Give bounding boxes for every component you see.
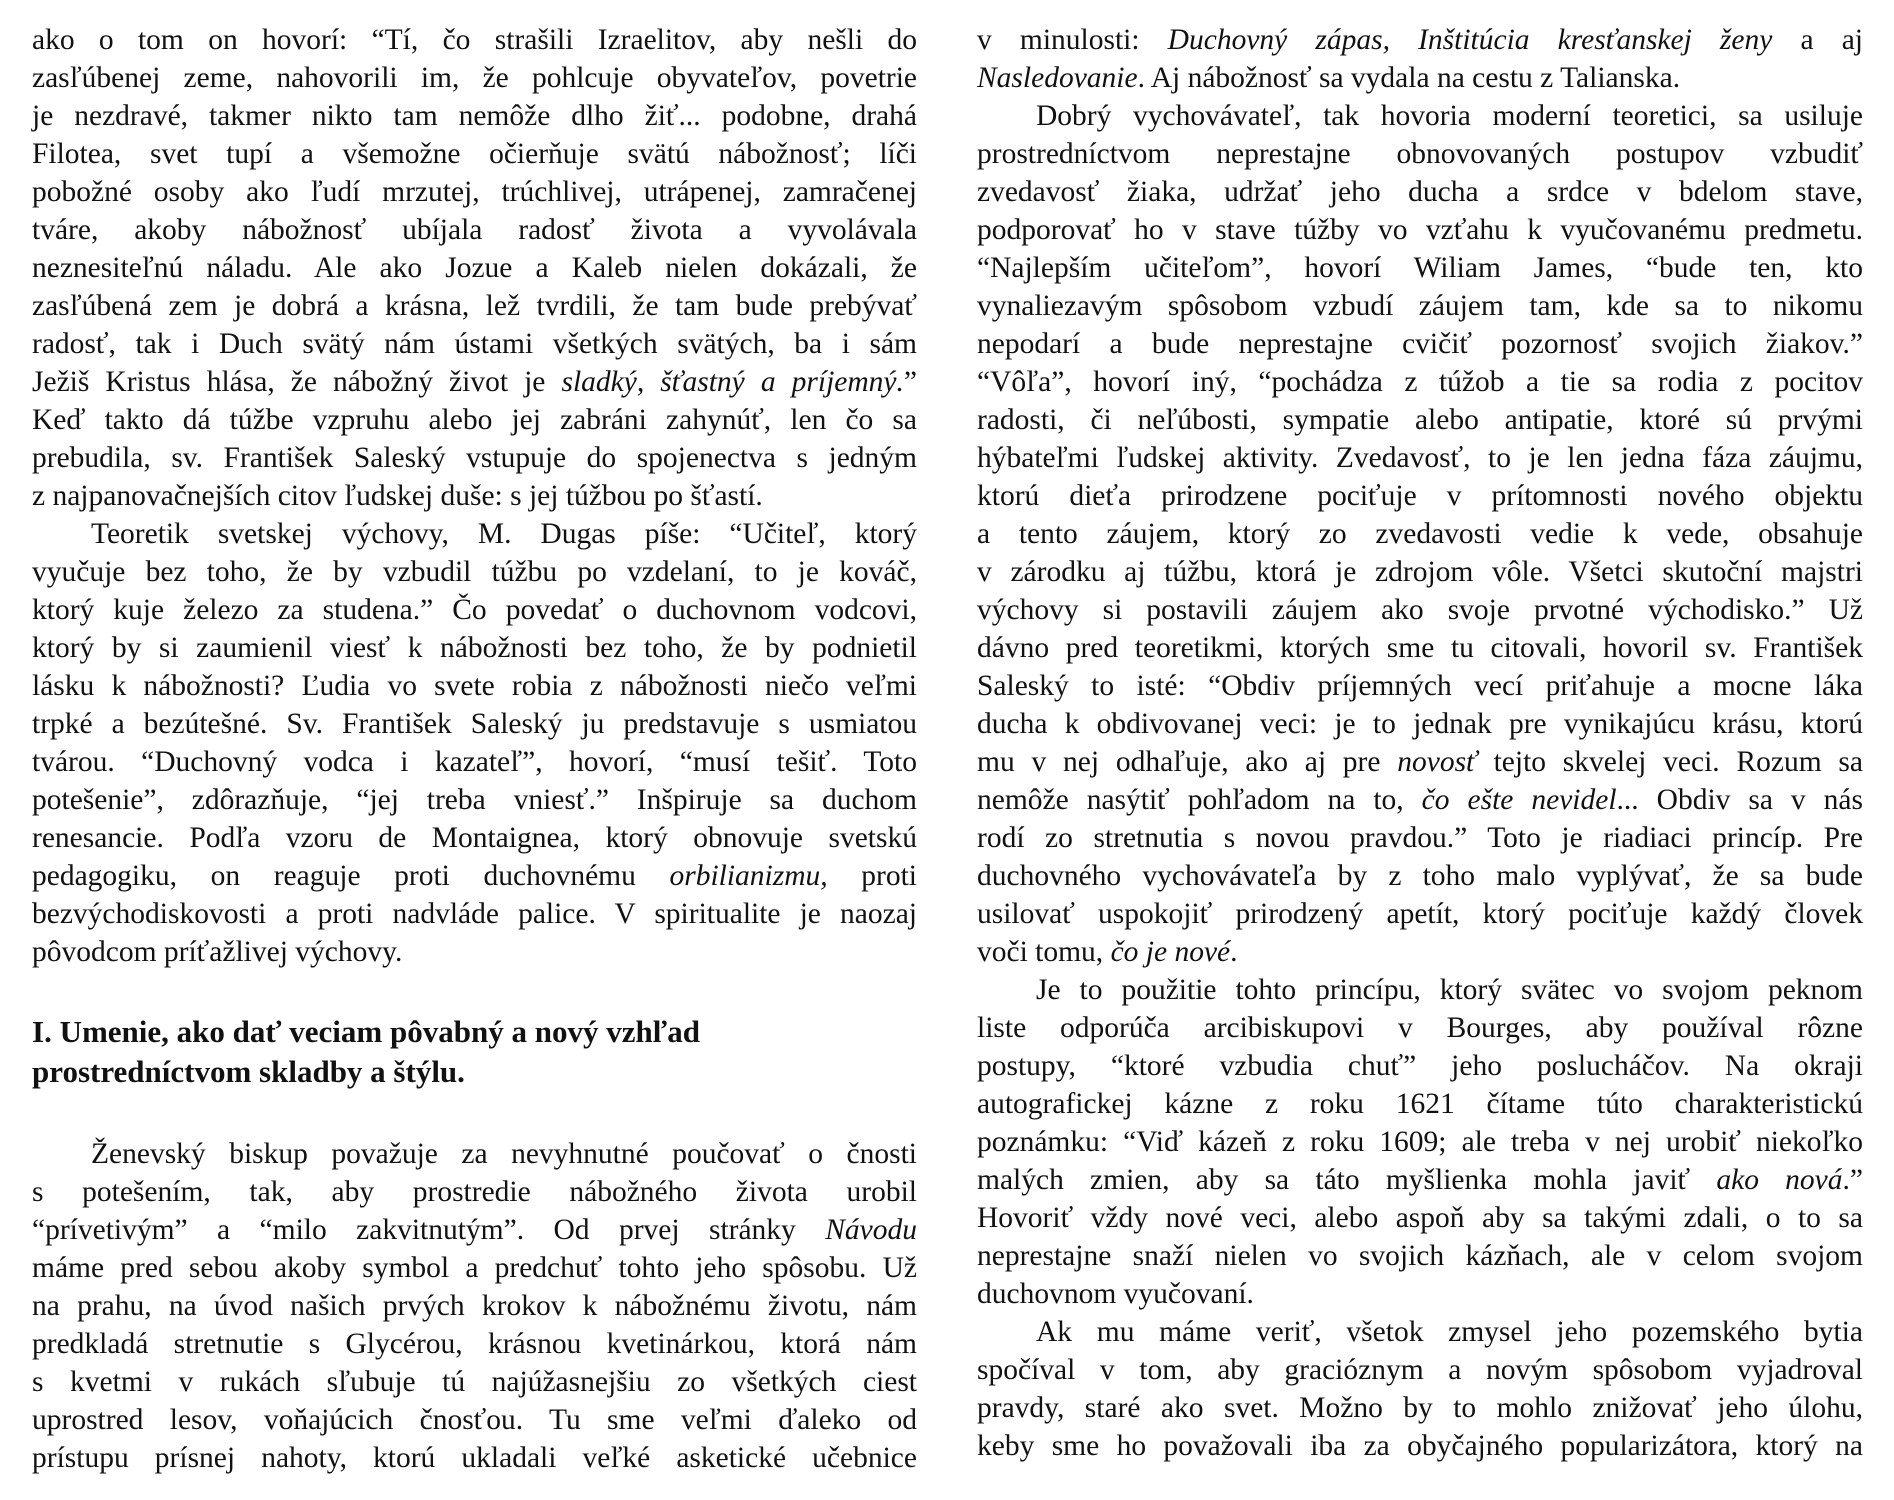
text-line	[977, 21, 1863, 59]
text-run: ducha k obdivovanej veci: je to jednak pre vynikajúcu krásu, ktorú	[977, 708, 1863, 740]
text-run: tejto skvelej veci. Rozum sa	[1476, 746, 1864, 778]
text-line	[977, 1351, 1863, 1389]
text-run: prostredníctvom neprestajne obnovovaných postupov vzbudiť	[977, 138, 1863, 170]
text-line	[32, 1249, 917, 1287]
text-run: neprestajne snaží nielen vo svojich kázňach, ale v celom svojom	[977, 1240, 1863, 1272]
text-line	[32, 287, 917, 325]
text-line	[32, 1325, 917, 1363]
text-line	[977, 515, 1863, 553]
text-line	[977, 439, 1863, 477]
text-line	[977, 211, 1863, 249]
text-line	[977, 135, 1863, 173]
text-line	[32, 705, 917, 743]
text-run: pravdy, staré ako svet. Možno by to mohlo znižovať jeho úlohu,	[977, 1392, 1863, 1424]
text-line	[977, 1199, 1863, 1237]
text-run: keby sme ho považovali iba za obyčajného popularizátora, ktorý na	[977, 1430, 1863, 1462]
text-line	[32, 591, 917, 629]
text-run: ktorý kuje železo za studena.” Čo povedať o duchovnom vodcovi,	[32, 594, 917, 626]
text-run: trpké a bezútešné. Sv. František Saleský ju predstavuje s usmiatou	[32, 708, 917, 740]
text-run: podporovať ho v stave túžby vo vzťahu k vyučovanému predmetu.	[977, 214, 1863, 246]
text-line	[977, 629, 1863, 667]
text-line	[977, 705, 1863, 743]
italic-text: ako nová	[1716, 1164, 1843, 1196]
text-run: Filotea, svet tupí a všemožne očierňuje svätú nábožnosť; líči	[32, 138, 917, 170]
text-run: prístupu prísnej nahoty, ktorú ukladali veľké asketické učebnice	[32, 1442, 917, 1474]
text-run: ... Obdiv sa v nás	[1616, 784, 1863, 816]
text-line	[32, 933, 917, 971]
text-line	[977, 933, 1863, 971]
text-run: “prívetivým” a “milo zakvitnutým”. Od prvej stránky	[32, 1214, 826, 1246]
italic-text: orbilianizmu,	[669, 860, 828, 892]
text-line	[32, 895, 917, 933]
text-line	[977, 667, 1863, 705]
text-run: výchovy si postavili záujem ako svoje prvotné východisko.” Už	[977, 594, 1863, 626]
text-run: Je to použitie tohto princípu, ktorý svätec vo svojom peknom	[1036, 974, 1863, 1006]
text-line	[977, 819, 1863, 857]
text-line	[32, 1287, 917, 1325]
text-line	[32, 1135, 917, 1173]
section-heading-line: I. Umenie, ako dať veciam pôvabný a nový vzhľad	[32, 1014, 700, 1049]
text-run: hýbateľmi ľudskej aktivity. Zvedavosť, to je len jedna fáza záujmu,	[977, 442, 1863, 474]
text-line	[977, 477, 1863, 515]
text-run: usilovať uspokojiť prirodzený apetít, ktorý pociťuje každý človek	[977, 898, 1863, 930]
text-run: je nezdravé, takmer nikto tam nemôže dlho žiť... podobne, drahá	[32, 100, 917, 132]
text-run: Ak mu máme veriť, všetok zmysel jeho pozemského bytia	[1036, 1316, 1863, 1348]
text-run: vynaliezavým spôsobom vzbudí záujem tam, kde sa to nikomu	[977, 290, 1863, 322]
text-line	[977, 781, 1863, 819]
text-run: “Najlepším učiteľom”, hovorí Wiliam James, “bude ten, kto	[977, 252, 1863, 284]
text-line	[32, 363, 917, 401]
text-run: bezvýchodiskovosti a proti nadvláde palice. V spiritualite je naozaj	[32, 898, 917, 930]
text-line	[32, 59, 917, 97]
text-run: uprostred lesov, voňajúcich čnosťou. Tu sme veľmi ďaleko od	[32, 1404, 917, 1436]
text-run: potešenie”, zdôrazňuje, “jej treba vniesť.” Inšpiruje sa duchom	[32, 784, 917, 816]
text-line	[977, 401, 1863, 439]
text-run: spočíval v tom, aby gracióznym a novým spôsobom vyjadroval	[977, 1354, 1863, 1386]
text-run: na prahu, na úvod našich prvých krokov k nábožnému životu, nám	[32, 1290, 917, 1322]
text-line	[32, 629, 917, 667]
text-run: Teoretik svetskej výchovy, M. Dugas píše: “Učiteľ, ktorý	[91, 518, 917, 550]
text-line	[32, 21, 917, 59]
text-line	[32, 135, 917, 173]
text-line	[977, 971, 1863, 1009]
italic-text: novosť	[1397, 746, 1477, 778]
text-run: neznesiteľnú náladu. Ale ako Jozue a Kaleb nielen dokázali, že	[32, 252, 917, 284]
text-run: predkladá stretnutie s Glycérou, krásnou kvetinárkou, ktorá nám	[32, 1328, 917, 1360]
text-line	[977, 249, 1863, 287]
text-line	[32, 97, 917, 135]
text-run: proti	[827, 860, 917, 892]
text-run: zasľúbenej zeme, nahovorili im, že pohlcuje obyvateľov, povetrie	[32, 62, 917, 94]
text-run: ktorý by si zaumienil viesť k nábožnosti bez toho, že by podnietil	[32, 632, 917, 664]
text-run: autografickej kázne z roku 1621 čítame túto charakteristickú	[977, 1088, 1863, 1120]
text-run: Hovoriť vždy nové veci, alebo aspoň aby sa takými zdali, o to sa	[977, 1202, 1863, 1234]
text-run: lásku k nábožnosti? Ľudia vo svete robia z nábožnosti niečo veľmi	[32, 670, 917, 702]
text-run: a tento záujem, ktorý zo zvedavosti vedie k vede, obsahuje	[977, 518, 1863, 550]
text-line	[32, 1401, 917, 1439]
text-run: v minulosti:	[977, 24, 1168, 56]
text-line	[977, 59, 1863, 97]
text-line	[32, 211, 917, 249]
text-line	[32, 553, 917, 591]
text-run: ako o tom on hovorí: “Tí, čo strašili Izraelitov, aby nešli do	[32, 24, 917, 56]
text-run: rodí zo stretnutia s novou pravdou.” Toto je riadiaci princíp. Pre	[977, 822, 1863, 854]
italic-text: Nasledovanie	[977, 62, 1138, 94]
text-line	[977, 1009, 1863, 1047]
text-line	[977, 325, 1863, 363]
text-line	[32, 173, 917, 211]
text-run: radosť, tak i Duch svätý nám ústami všetkých svätých, ba i sám	[32, 328, 917, 360]
section-heading-line: prostredníctvom skladby a štýlu.	[32, 1054, 465, 1089]
text-run: s potešením, tak, aby prostredie nábožného života urobil	[32, 1176, 917, 1208]
text-run: renesancie. Podľa vzoru de Montaignea, ktorý obnovuje svetskú	[32, 822, 917, 854]
text-line	[32, 667, 917, 705]
text-run: duchovného vychovávateľa by z toho malo vyplývať, že sa bude	[977, 860, 1863, 892]
text-line	[977, 1161, 1863, 1199]
text-line	[32, 325, 917, 363]
text-run: v zárodku aj túžbu, ktorá je zdrojom vôle. Všetci skutoční majstri	[977, 556, 1863, 588]
text-run: nepodarí a bude neprestajne cvičiť pozornosť svojich žiakov.”	[977, 328, 1863, 360]
text-line	[977, 1085, 1863, 1123]
text-line	[977, 591, 1863, 629]
text-line	[32, 1439, 917, 1477]
text-line	[977, 1313, 1863, 1351]
text-run: prebudila, sv. František Saleský vstupuje do spojenectva s jedným	[32, 442, 917, 474]
text-run: pobožné osoby ako ľudí mrzutej, trúchlivej, utrápenej, zamračenej	[32, 176, 917, 208]
text-run: .”	[1842, 1164, 1863, 1196]
text-run: Saleský to isté: “Obdiv príjemných vecí priťahuje a mocne láka	[977, 670, 1863, 702]
text-run: zvedavosť žiaka, udržať jeho ducha a srdce v bdelom stave,	[977, 176, 1863, 208]
text-line	[32, 781, 917, 819]
text-run: pedagogiku, on reaguje proti duchovnému	[32, 860, 670, 892]
text-run: ”	[903, 366, 917, 398]
text-line	[32, 743, 917, 781]
text-run: . Aj nábožnosť sa vydala na cestu z Talianska.	[1137, 62, 1681, 94]
italic-text: sladký, šťastný a príjemný.	[561, 366, 904, 398]
text-line	[32, 857, 917, 895]
text-line	[977, 1237, 1863, 1275]
text-line	[32, 401, 917, 439]
text-run: máme pred sebou akoby symbol a predchuť tohto jeho spôsobu. Už	[32, 1252, 917, 1284]
text-run: tváre, akoby nábožnosť ubíjala radosť života a vyvolávala	[32, 214, 917, 246]
italic-text: čo je nové	[1110, 936, 1231, 968]
text-run: dávno pred teoretikmi, ktorých sme tu citovali, hovoril sv. František	[977, 632, 1863, 664]
text-run: pôvodcom príťažlivej výchovy.	[32, 936, 403, 968]
text-run: tvárou. “Duchovný vodca i kazateľ”, hovorí, “musí tešiť. Toto	[32, 746, 917, 778]
text-line	[977, 363, 1863, 401]
text-line	[32, 439, 917, 477]
text-line	[977, 1123, 1863, 1161]
text-line	[977, 1427, 1863, 1465]
text-line	[977, 1047, 1863, 1085]
text-line	[977, 895, 1863, 933]
text-run: voči tomu,	[977, 936, 1111, 968]
text-run: radosti, či neľúbosti, sympatie alebo antipatie, ktoré sú prvými	[977, 404, 1863, 436]
text-run: malých zmien, aby sa táto myšlienka mohla javiť	[977, 1164, 1717, 1196]
text-line	[32, 1363, 917, 1401]
text-line	[32, 819, 917, 857]
text-run: vyučuje bez toho, že by vzbudil túžbu po vzdelaní, to je kováč,	[32, 556, 917, 588]
text-run: z najpanovačnejších citov ľudskej duše: s jej túžbou po šťastí.	[32, 480, 763, 512]
text-run: .	[1230, 936, 1238, 968]
text-run: Ženevský biskup považuje za nevyhnutné poučovať o čnosti	[91, 1138, 917, 1170]
text-line	[32, 477, 917, 515]
text-run: postupy, “ktoré vzbudia chuť” jeho poslucháčov. Na okraji	[977, 1050, 1863, 1082]
text-run: “Vôľa”, hovorí iný, “pochádza z túžob a tie sa rodia z pocitov	[977, 366, 1863, 398]
text-line	[977, 287, 1863, 325]
text-line	[32, 515, 917, 553]
text-run: a aj	[1772, 24, 1863, 56]
italic-text: Návodu	[825, 1214, 917, 1246]
text-run: nemôže nasýtiť pohľadom na to,	[977, 784, 1422, 816]
text-run: ktorú dieťa prirodzene pociťuje v prítomnosti nového objektu	[977, 480, 1863, 512]
text-line	[977, 553, 1863, 591]
text-line	[32, 1173, 917, 1211]
text-run: Keď takto dá túžbe vzpruhu alebo jej zabráni zahynúť, len čo sa	[32, 404, 917, 436]
text-line	[977, 857, 1863, 895]
italic-text: čo ešte nevidel	[1421, 784, 1617, 816]
text-run: poznámku: “Viď kázeň z roku 1609; ale treba v nej urobiť niekoľko	[977, 1126, 1863, 1158]
text-run: Dobrý vychovávateľ, tak hovoria moderní teoretici, sa usiluje	[1036, 100, 1863, 132]
text-run: zasľúbená zem je dobrá a krásna, lež tvrdili, že tam bude prebývať	[32, 290, 917, 322]
text-run: s kvetmi v rukách sľubuje tú najúžasnejšiu zo všetkých ciest	[32, 1366, 917, 1398]
text-line	[977, 743, 1863, 781]
text-line	[977, 1389, 1863, 1427]
text-run: duchovnom vyučovaní.	[977, 1278, 1254, 1310]
text-run: mu v nej odhaľuje, ako aj pre	[977, 746, 1398, 778]
text-line	[977, 97, 1863, 135]
italic-text: Duchovný zápas, Inštitúcia kresťanskej ženy	[1167, 24, 1773, 56]
text-run: Ježiš Kristus hlása, že nábožný život je	[32, 366, 562, 398]
text-run: liste odporúča arcibiskupovi v Bourges, aby používal rôzne	[977, 1012, 1863, 1044]
text-line	[977, 1275, 1863, 1313]
text-line	[977, 173, 1863, 211]
text-line	[32, 249, 917, 287]
text-line	[32, 1211, 917, 1249]
